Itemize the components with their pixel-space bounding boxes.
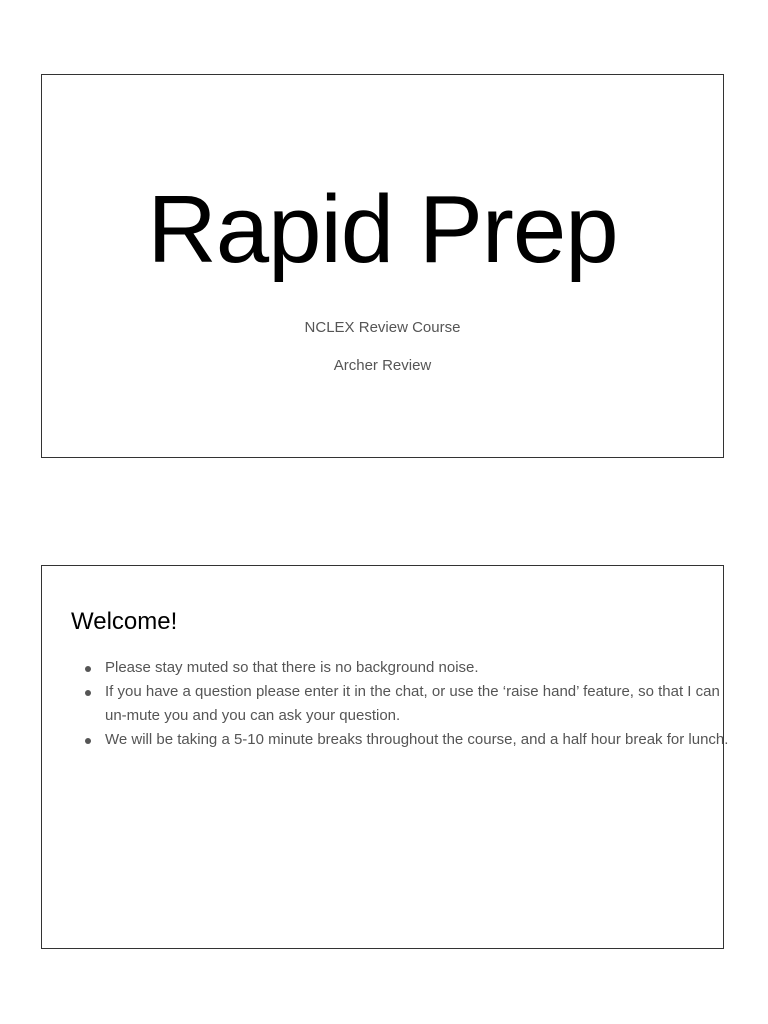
- slide-subtitle: NCLEX Review Course: [304, 319, 461, 336]
- bullet-item: If you have a question please enter it in the chat, or use the ‘raise hand’ feature, so that I can un-mute you and you can ask your question.: [105, 680, 735, 728]
- bullet-item: Please stay muted so that there is no background noise.: [105, 656, 735, 680]
- title-slide: [41, 74, 724, 458]
- slide-title: Rapid Prep: [147, 176, 618, 283]
- welcome-slide: [41, 565, 729, 949]
- bullet-list: [80, 656, 735, 752]
- slide-author: Archer Review: [333, 357, 432, 374]
- slide-heading: Welcome!: [71, 608, 178, 635]
- bullet-item: We will be taking a 5-10 minute breaks throughout the course, and a half hour break for lunch.: [105, 728, 735, 752]
